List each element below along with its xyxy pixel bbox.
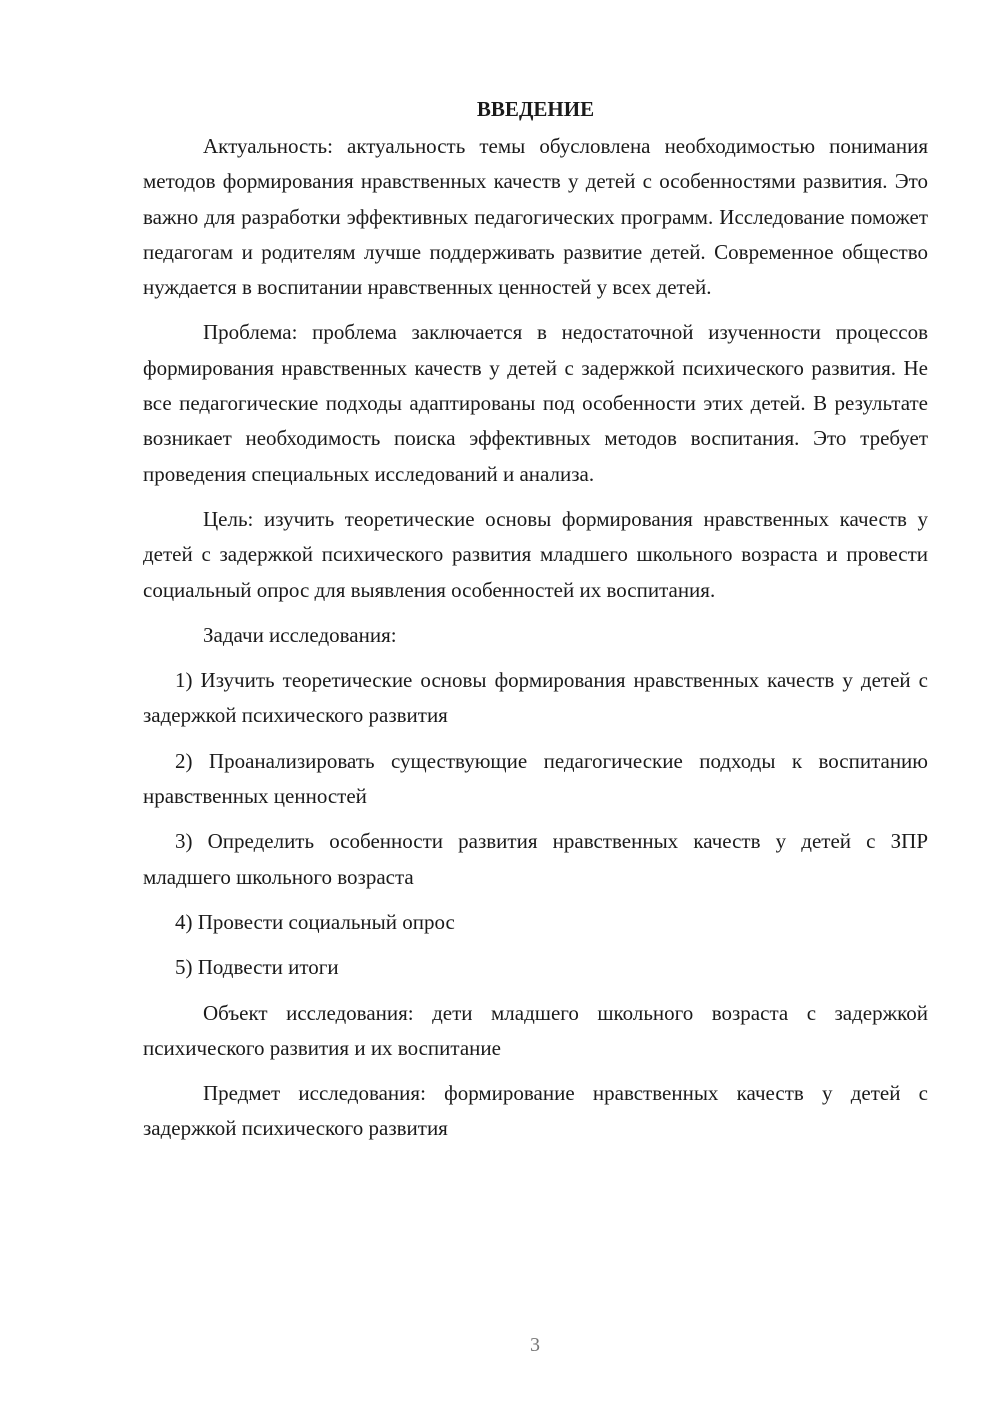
list-item: 5) Подвести итоги bbox=[175, 955, 339, 980]
goal-paragraph: Цель: изучить теоретические основы формирования нравственных качеств у детей с задержкой психического развития младшего школьного возраста и провести социальный опрос для выявления особенностей их воспитания. bbox=[143, 506, 928, 602]
document-page bbox=[143, 92, 928, 1157]
page-number: 3 bbox=[530, 1334, 540, 1356]
list-item: 3) Определить особенности развития нравственных качеств у детей с ЗПР младшего школьного возраста bbox=[143, 829, 928, 889]
list-item: 2) Проанализировать существующие педагогические подходы к воспитанию нравственных ценностей bbox=[143, 748, 928, 809]
section-title: ВВЕДЕНИЕ bbox=[476, 97, 595, 121]
list-item: 1) Изучить теоретические основы формирования нравственных качеств у детей с задержкой психического развития bbox=[143, 668, 928, 728]
relevance-paragraph: Актуальность: актуальность темы обусловлена необходимостью понимания методов формирования нравственных качеств у детей с особенностями развития. Это важно для разработки эффективных педагогических программ. Исследование поможет педагогам и родителям лучше поддерживать развитие детей. Современное общество нуждается в воспитании нравственных ценностей у всех детей. bbox=[143, 134, 928, 300]
list-item: 4) Провести социальный опрос bbox=[175, 909, 455, 934]
tasks-list bbox=[143, 663, 928, 985]
tasks-title: Задачи исследования: bbox=[203, 622, 397, 647]
problem-paragraph: Проблема: проблема заключается в недостаточной изученности процессов формирования нравственных качеств у детей с задержкой психического развития. Не все педагогические подходы адаптированы под особенности этих детей. В результате возникает необходимость поиска эффективных методов воспитания. Это требует проведения специальных исследований и анализа. bbox=[143, 320, 928, 486]
subject-paragraph: Предмет исследования: формирование нравственных качеств у детей с задержкой психического развития bbox=[143, 1081, 928, 1141]
object-paragraph: Объект исследования: дети младшего школьного возраста с задержкой психического развития и их воспитание bbox=[143, 1000, 928, 1060]
